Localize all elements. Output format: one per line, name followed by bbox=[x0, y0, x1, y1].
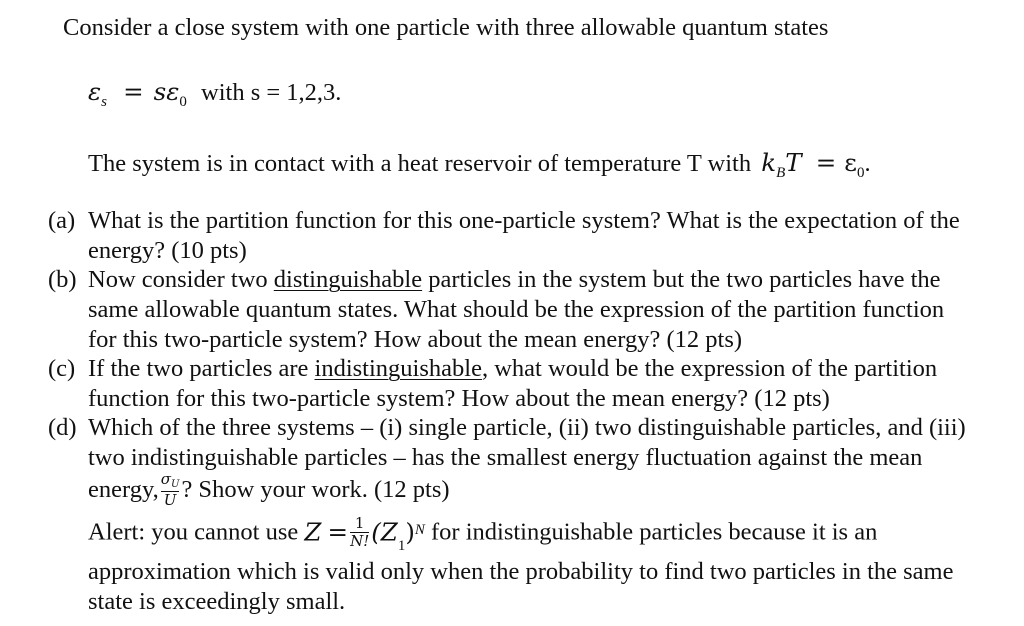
temperature-T: T bbox=[785, 148, 802, 177]
alert-fraction-denominator: N! bbox=[350, 532, 370, 550]
question-c-line2: function for this two-particle system? How about the mean energy? (12 pts) bbox=[88, 385, 830, 412]
energy-equation bbox=[88, 77, 342, 110]
alert-post: for indistinguishable particles because it is an bbox=[431, 518, 878, 546]
boltzmann-k: k bbox=[761, 148, 777, 177]
energy-equation-tail: with s = 1,2,3. bbox=[201, 79, 342, 106]
alert-paren-subscript: 1 bbox=[397, 538, 406, 555]
question-c-line1-pre: If the two particles are bbox=[88, 355, 309, 382]
fluctuation-numerator bbox=[161, 472, 180, 490]
question-b-marker: (b) bbox=[48, 266, 77, 293]
equals-sign: = bbox=[123, 77, 144, 106]
sigma-symbol: σ bbox=[160, 470, 171, 488]
epsilon-s-subscript: s bbox=[101, 94, 107, 110]
question-d-line3 bbox=[88, 472, 450, 508]
alert-pre: Alert: you cannot use bbox=[88, 518, 299, 546]
question-d-line1: Which of the three systems – (i) single particle, (ii) two distinguishable particles, and (iii) bbox=[88, 414, 966, 441]
reservoir-epsilon-subscript: 0 bbox=[856, 165, 865, 181]
fluctuation-fraction bbox=[161, 472, 180, 508]
alert-exponent: N bbox=[414, 522, 425, 539]
question-c-line1-post: , what would be the expression of the partition bbox=[481, 355, 938, 382]
alert-fraction bbox=[350, 516, 369, 549]
alert-Z: Z bbox=[304, 517, 322, 547]
question-d-line3-post: ? Show your work. (12 pts) bbox=[181, 475, 450, 503]
question-b-line3: for this two-particle system? How about the mean energy? (12 pts) bbox=[88, 326, 743, 353]
question-c-line1 bbox=[88, 357, 937, 382]
alert-line3: state is exceedingly small. bbox=[88, 588, 346, 615]
question-b-line2: same allowable quantum states. What should be the expression of the partition function bbox=[88, 296, 945, 323]
indistinguishable-underlined: indistinguishable bbox=[314, 355, 482, 382]
reservoir-text: The system is in contact with a heat reservoir of temperature T with bbox=[88, 150, 752, 177]
question-c-marker: (c) bbox=[48, 355, 76, 382]
intro-text: Consider a close system with one particle with three allowable quantum states bbox=[63, 14, 829, 41]
boltzmann-subscript: B bbox=[776, 165, 786, 181]
epsilon-s-symbol: ε bbox=[88, 77, 102, 106]
alert-paren-open: (Z bbox=[371, 517, 398, 547]
question-d-marker: (d) bbox=[48, 414, 77, 441]
question-a-marker: (a) bbox=[48, 207, 76, 234]
alert-line2: approximation which is valid only when the probability to find two particles in the same bbox=[88, 558, 954, 585]
reservoir-equals: = bbox=[815, 148, 837, 177]
reservoir-statement bbox=[88, 148, 871, 181]
alert-line1 bbox=[88, 516, 877, 554]
question-d-line2: two indistinguishable particles – has the smallest energy fluctuation against the mean bbox=[88, 444, 923, 471]
question-b-line1-pre: Now consider two bbox=[88, 266, 268, 293]
sigma-subscript: U bbox=[171, 479, 180, 490]
epsilon-zero-subscript: 0 bbox=[179, 94, 187, 110]
question-a-line1: What is the partition function for this one-particle system? What is the expectation of the bbox=[88, 207, 960, 234]
question-b-line1 bbox=[88, 268, 941, 293]
distinguishable-underlined: distinguishable bbox=[273, 266, 423, 293]
s-coefficient: s bbox=[153, 77, 167, 106]
alert-equals: = bbox=[327, 517, 349, 547]
fluctuation-denominator: U bbox=[163, 491, 177, 509]
reservoir-epsilon: ε bbox=[844, 148, 857, 177]
alert-paren-close: ) bbox=[405, 517, 415, 547]
epsilon-zero-symbol: ε bbox=[166, 77, 180, 106]
alert-fraction-numerator: 1 bbox=[354, 514, 365, 532]
question-b-line1-post: particles in the system but the two particles have the bbox=[428, 266, 941, 293]
question-d-line3-pre: energy, bbox=[88, 475, 159, 503]
question-a-line2: energy? (10 pts) bbox=[88, 237, 247, 264]
reservoir-period: . bbox=[864, 150, 871, 177]
